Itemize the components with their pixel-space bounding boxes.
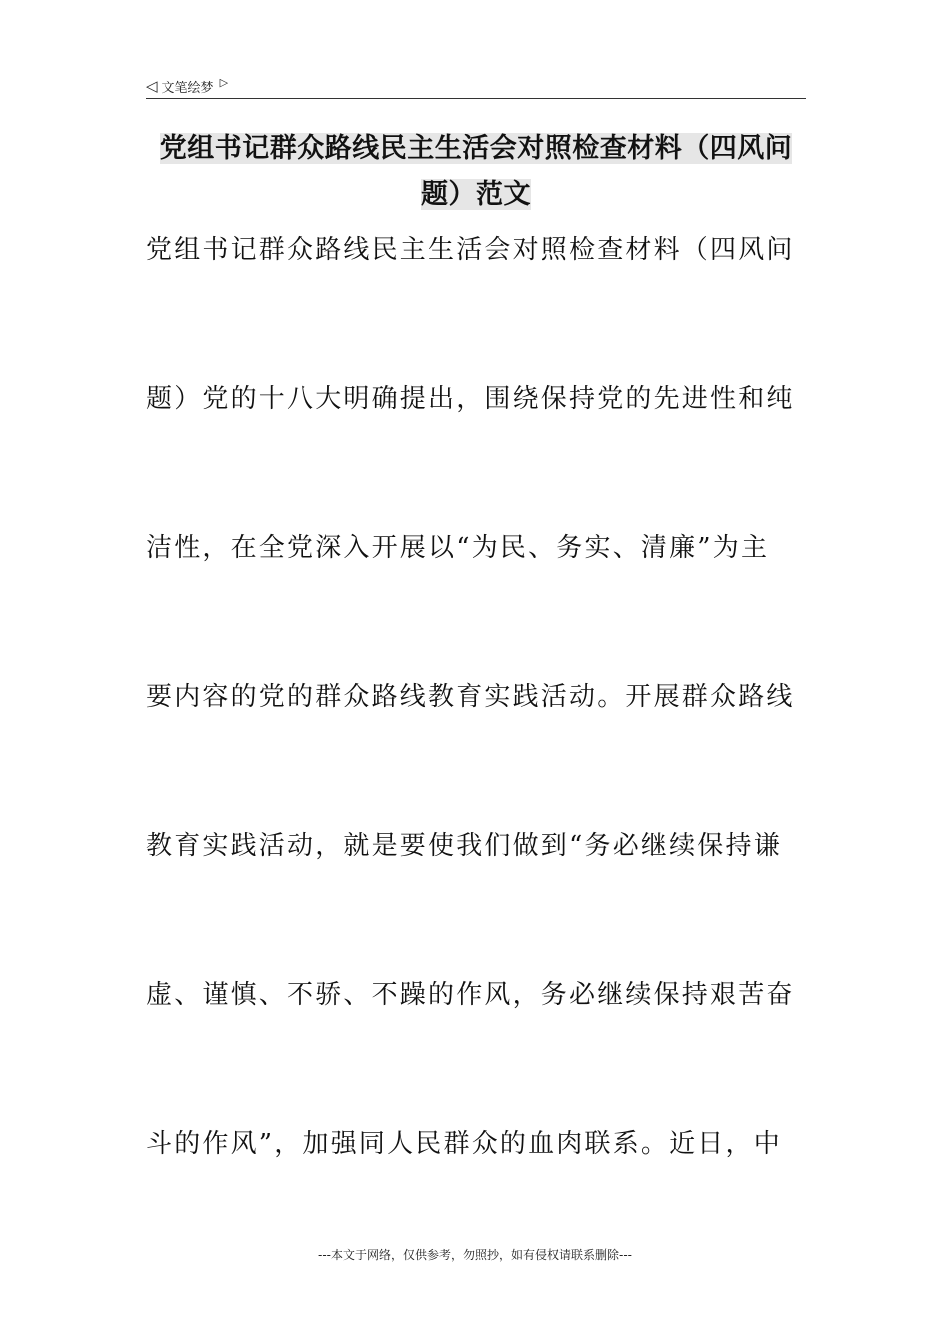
body-line-7: 斗的作风”，加强同人民群众的血肉联系。近日，中 <box>146 1129 782 1159</box>
page-footer: ---本文于网络，仅供参考，勿照抄，如有侵权请联系删除--- <box>318 1248 632 1262</box>
triangle-right-icon: ▷ <box>219 75 229 89</box>
document-title <box>146 126 806 218</box>
body-line-3: 洁性，在全党深入开展以“为民、务实、清廉”为主 <box>146 533 770 563</box>
body-line-5: 教育实践活动，就是要使我们做到“务必继续保持谦 <box>146 831 782 861</box>
title-line-1: 党组书记群众路线民主生活会对照检查材料（四风问 <box>159 133 793 164</box>
body-line-4: 要内容的党的群众路线教育实践活动。开展群众路线 <box>146 682 795 712</box>
triangle-left-icon: ◁ <box>146 76 158 95</box>
body-line-2: 题）党的十八大明确提出，围绕保持党的先进性和纯 <box>146 384 795 414</box>
page-header <box>146 74 806 98</box>
header-divider <box>146 98 806 99</box>
body-line-6: 虚、谨慎、不骄、不躁的作风，务必继续保持艰苦奋 <box>146 980 795 1010</box>
header-brand: 文笔绘梦 <box>161 80 214 96</box>
body-line-1: 党组书记群众路线民主生活会对照检查材料（四风问 <box>146 235 795 265</box>
title-line-2: 题）范文 <box>421 179 531 210</box>
